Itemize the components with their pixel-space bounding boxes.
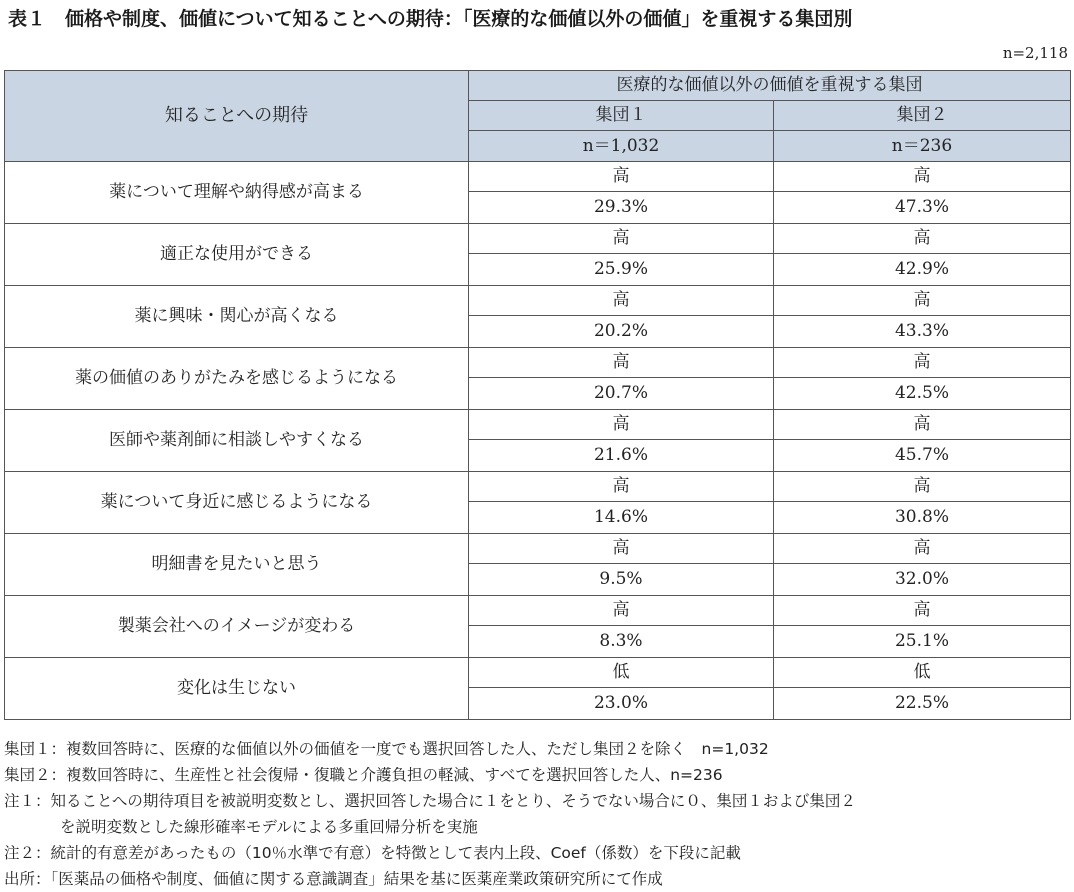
group2-coef: 30.8%	[774, 502, 1071, 534]
group2-level: 高	[774, 410, 1071, 440]
group1-level: 高	[469, 472, 774, 502]
row-item: 適正な使用ができる	[5, 224, 469, 286]
group1-coef: 8.3%	[469, 626, 774, 658]
group2-level: 高	[774, 348, 1071, 378]
source-note: 出所：「医薬品の価格や制度、価値に関する意識調査」結果を基に医薬産業政策研究所にて作成	[4, 870, 663, 888]
group2-level: 高	[774, 596, 1071, 626]
row-item: 薬について理解や納得感が高まる	[5, 162, 469, 224]
group2-coef: 42.5%	[774, 378, 1071, 410]
group2-coef: 25.1%	[774, 626, 1071, 658]
group1-coef: 29.3%	[469, 192, 774, 224]
note-2: 注２：統計的有意差があったもの（10％水準で有意）を特徴として表内上段、Coef（係数）を下段に記載	[4, 844, 741, 862]
note-1-continued: を説明変数とした線形確率モデルによる多重回帰分析を実施	[60, 818, 478, 836]
group1-level: 低	[469, 658, 774, 688]
group2-coef: 32.0%	[774, 564, 1071, 596]
group1-header: 集団１	[469, 101, 774, 131]
group1-coef: 23.0%	[469, 688, 774, 720]
group2-level: 高	[774, 534, 1071, 564]
group1-level: 高	[469, 410, 774, 440]
group2-level: 高	[774, 162, 1071, 192]
note-1: 注１：知ることへの期待項目を被説明変数とし、選択回答した場合に１をとり、そうでない場合に０、集団１および集団２	[4, 792, 856, 810]
group1-coef: 25.9%	[469, 254, 774, 286]
group1-coef: 14.6%	[469, 502, 774, 534]
table-body	[5, 162, 1071, 720]
group2-level: 高	[774, 224, 1071, 254]
row-item: 薬に興味・関心が高くなる	[5, 286, 469, 348]
group1-level: 高	[469, 596, 774, 626]
group1-level: 高	[469, 224, 774, 254]
group2-coef: 22.5%	[774, 688, 1071, 720]
group-header: 医療的な価値以外の価値を重視する集団	[469, 71, 1071, 101]
group2-level: 高	[774, 286, 1071, 316]
row-item: 薬の価値のありがたみを感じるようになる	[5, 348, 469, 410]
group2-level: 低	[774, 658, 1071, 688]
note-group2: 集団２：複数回答時に、生産性と社会復帰・復職と介護負担の軽減、すべてを選択回答した人、n=236	[4, 766, 723, 784]
group1-coef: 20.7%	[469, 378, 774, 410]
row-item: 明細書を見たいと思う	[5, 534, 469, 596]
group2-header: 集団２	[774, 101, 1071, 131]
sample-size-label: n=2,118	[1002, 44, 1068, 62]
results-table	[4, 70, 1071, 720]
group2-level: 高	[774, 472, 1071, 502]
group2-coef: 45.7%	[774, 440, 1071, 472]
group1-coef: 20.2%	[469, 316, 774, 348]
group1-n: n＝1,032	[469, 131, 774, 162]
group1-level: 高	[469, 534, 774, 564]
row-item: 変化は生じない	[5, 658, 469, 720]
row-item: 医師や薬剤師に相談しやすくなる	[5, 410, 469, 472]
row-item: 薬について身近に感じるようになる	[5, 472, 469, 534]
group2-coef: 42.9%	[774, 254, 1071, 286]
group1-coef: 21.6%	[469, 440, 774, 472]
group2-n: n＝236	[774, 131, 1071, 162]
footnotes	[4, 736, 1070, 892]
group2-coef: 47.3%	[774, 192, 1071, 224]
group1-coef: 9.5%	[469, 564, 774, 596]
group1-level: 高	[469, 162, 774, 192]
group2-coef: 43.3%	[774, 316, 1071, 348]
item-column-header: 知ることへの期待	[5, 71, 469, 162]
row-item: 製薬会社へのイメージが変わる	[5, 596, 469, 658]
group1-level: 高	[469, 348, 774, 378]
group1-level: 高	[469, 286, 774, 316]
table-title: 表１ 価格や制度、価値について知ることへの期待：「医療的な価値以外の価値」を重視する集団別	[8, 8, 853, 30]
note-group1: 集団１：複数回答時に、医療的な価値以外の価値を一度でも選択回答した人、ただし集団２を除く n=1,032	[4, 740, 769, 758]
